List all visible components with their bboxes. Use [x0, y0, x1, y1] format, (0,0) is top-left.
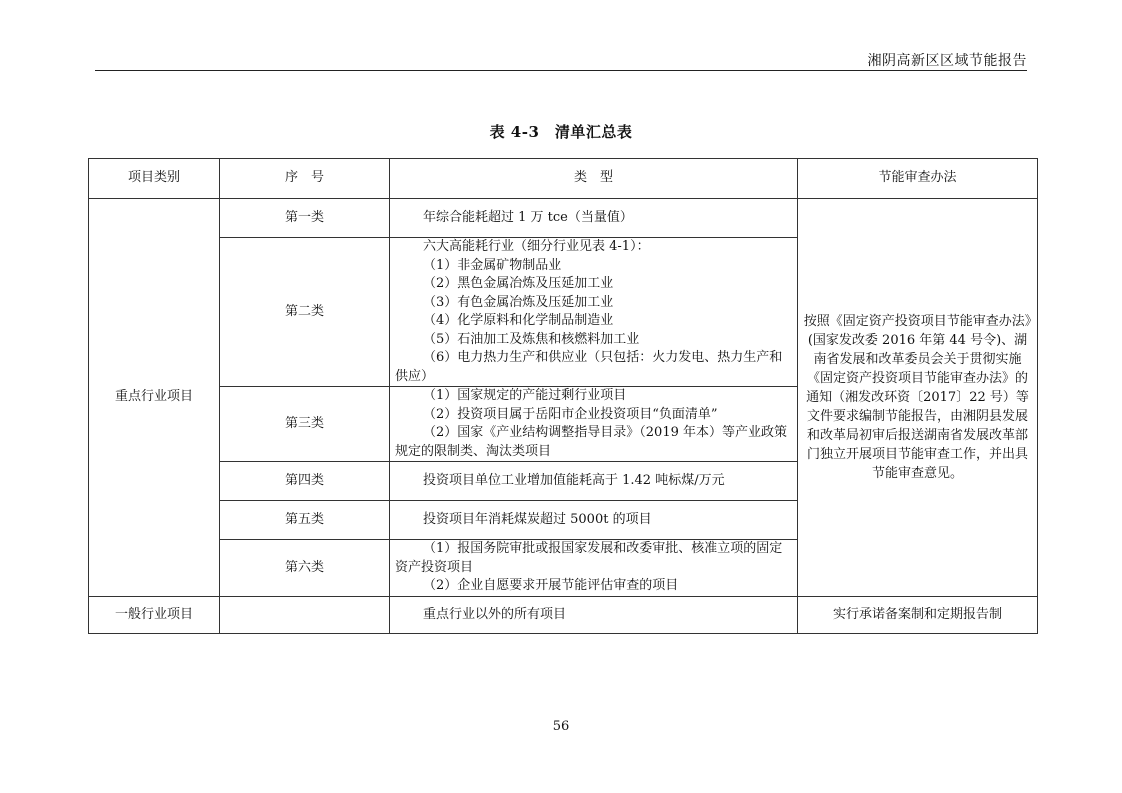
- table-header-row: [89, 159, 1038, 199]
- type-cell: [390, 462, 798, 501]
- table-row: [89, 597, 1038, 634]
- type-line: （2）企业自愿要求开展节能评估审查的项目: [423, 578, 679, 594]
- type-line: （2）投资项目属于岳阳市企业投资项目“负面清单”: [423, 406, 718, 422]
- seq-cell: 第二类: [220, 238, 390, 387]
- type-line: 投资项目年消耗煤炭超过 5000t 的项目: [423, 511, 652, 527]
- table-row: [89, 199, 1038, 238]
- report-header-title: 湘阴高新区区域节能报告: [867, 53, 1027, 69]
- type-cell: [390, 238, 798, 387]
- seq-cell: 第一类: [220, 199, 390, 238]
- type-cell: [390, 501, 798, 540]
- type-line: （3）有色金属冶炼及压延加工业: [423, 294, 614, 310]
- summary-table: [88, 158, 1038, 634]
- type-line: （1）非金属矿物制品业: [423, 257, 562, 273]
- type-line: （4）化学原料和化学制品制造业: [423, 313, 614, 328]
- type-line: 投资项目单位工业增加值能耗高于 1.42 吨标煤/万元: [423, 472, 725, 488]
- type-line: 六大高能耗行业（细分行业见表 4-1）：: [423, 239, 650, 254]
- seq-cell: [220, 597, 390, 634]
- seq-cell: 第五类: [220, 501, 390, 540]
- general-industry-method-cell: 实行承诺备案制和定期报告制: [798, 597, 1038, 634]
- type-line: 年综合能耗超过 1 万 tce（当量值）: [423, 209, 633, 225]
- page-number: 56: [552, 719, 570, 734]
- type-line: （2）黑色金属冶炼及压延加工业: [423, 276, 614, 291]
- type-cell: [390, 387, 798, 462]
- type-cell: [390, 199, 798, 238]
- seq-cell: 第四类: [220, 462, 390, 501]
- type-cell: [390, 540, 798, 597]
- type-line: （1）国家规定的产能过剩行业项目: [423, 388, 627, 403]
- type-line: （6）电力热力生产和供应业（只包括：火力发电、热力生产和供应）: [395, 350, 783, 384]
- table-caption: 表 4-3 清单汇总表: [489, 123, 633, 141]
- type-line: 重点行业以外的所有项目: [423, 606, 567, 622]
- type-line: （5）石油加工及炼焦和核燃料加工业: [423, 331, 640, 347]
- type-line: （1）报国务院审批或报国家发展和改委审批、核准立项的固定资产投资项目: [395, 541, 783, 575]
- header-divider: [95, 70, 1027, 71]
- key-industry-category-cell: 重点行业项目: [89, 199, 220, 597]
- type-cell: [390, 597, 798, 634]
- column-header-type: 类 型: [390, 159, 798, 199]
- column-header-seq: 序 号: [220, 159, 390, 199]
- column-header-category: 项目类别: [89, 159, 220, 199]
- column-header-method: 节能审查办法: [798, 159, 1038, 199]
- key-industry-method-cell: 按照《固定资产投资项目节能审查办法》(国家发改委 2016 年第 44 号令)、湖南省发展和改革委员会关于贯彻实施《固定资产投资项目节能审查办法》的通知（湘发改环资〔2017〕22 号）等文件要求编制节能报告，由湘阴县发展和改革局初审后报送湖南省发展改革部门独立开展项目节能审查工作，并出具节能审查意见。: [798, 199, 1038, 597]
- seq-cell: 第六类: [220, 540, 390, 597]
- seq-cell: 第三类: [220, 387, 390, 462]
- type-line: （2）国家《产业结构调整指导目录》（2019 年本）等产业政策规定的限制类、淘汰类项目: [395, 425, 787, 459]
- general-industry-category-cell: 一般行业项目: [89, 597, 220, 634]
